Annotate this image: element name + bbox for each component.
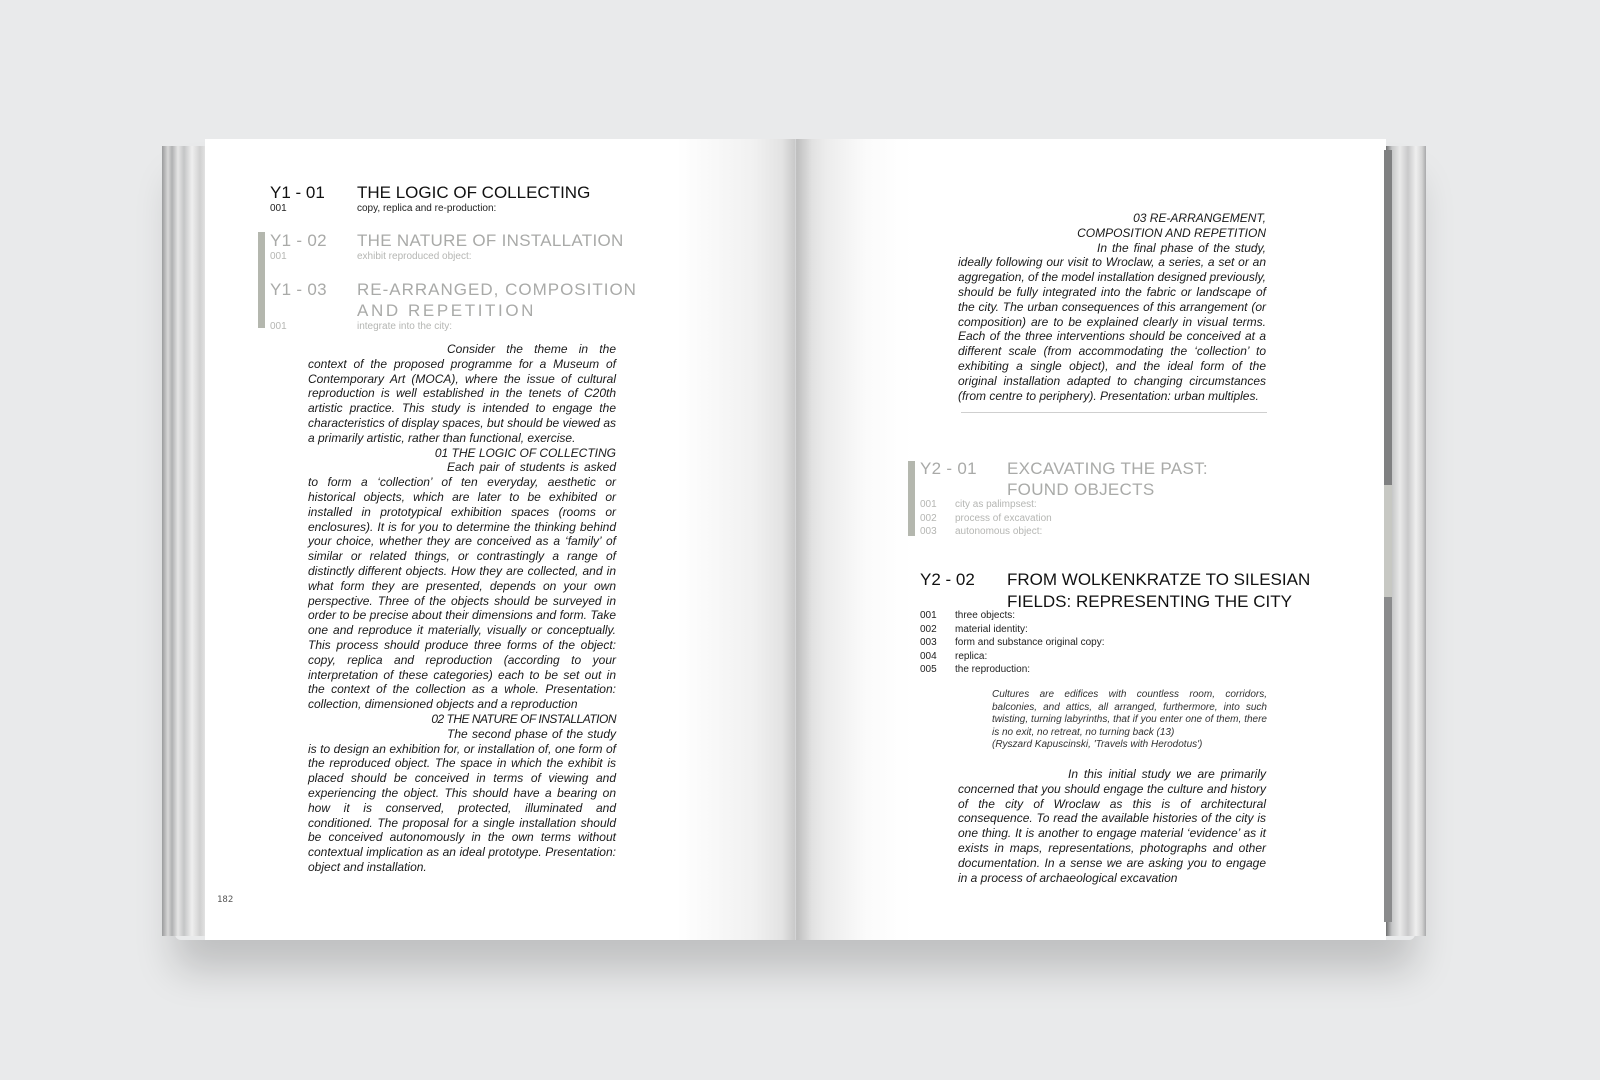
page-number: 182 — [217, 895, 234, 905]
item-text: city as palimpsest: — [955, 499, 1037, 510]
item-number: 001 — [270, 203, 287, 214]
section-code: Y1 - 02 — [270, 231, 327, 250]
item-number: 001 — [920, 610, 937, 621]
part2-heading: 02 THE NATURE OF INSTALLATION — [431, 711, 616, 726]
item-number: 001 — [270, 321, 287, 332]
item-text: copy, replica and re-production: — [357, 203, 497, 214]
section-title-line-1: FROM WOLKENKRATZE TO SILESIAN — [1007, 570, 1311, 589]
part3-heading-line-2: COMPOSITION AND REPETITION — [1077, 225, 1266, 240]
section-code: Y1 - 01 — [270, 183, 325, 202]
item-number: 005 — [920, 664, 937, 675]
part2-paragraph: The second phase of the study is to design an exhibition for, or installation of, one form of the reproduced object. The space in which the exhibit is placed should be conceived in terms of viewing and experiencing the object. This should have a bearing on how it is conserved, protected, illuminated and conditioned. The proposal for a single installation should be conceived autonomously in the own terms without contextual implication as an ideal prototype. Presentation: object and installation. — [308, 726, 616, 874]
item-text: replica: — [955, 651, 988, 662]
item-number: 002 — [920, 624, 937, 635]
part1-paragraph: Each pair of students is asked to form a ‘collection’ of ten everyday, aesthetic or historical objects, which are later to be exhibited or installed in prototypical exhibition spaces (rooms or enclosures). It is for you to determine the thinking behind your choice, whether they are conceived as a ‘family’ of similar or related things, or contrastingly a range of distinctly different objects. How they are collected, and in what form they are presented, depends on your own perspective. Three of the objects should be surveyed in order to be precise about their dimensions and form. Take one and reproduce it materially, visually or conceptually. This process should produce three forms of the object: copy, replica and reproduction (according to your interpretation of these categories) each to be set out in the context of the collection as a whole. Presentation: collection, dimensioned objects and a reproduction — [308, 460, 616, 712]
section-title: THE NATURE OF INSTALLATION — [357, 231, 624, 250]
left-body-text — [308, 342, 616, 875]
quote-source: (Ryszard Kapuscinski, 'Travels with Herodotus') — [992, 739, 1203, 750]
right-page — [796, 139, 1386, 940]
item-number: 004 — [920, 651, 937, 662]
item-number: 001 — [920, 499, 937, 510]
left-page-edges — [162, 146, 210, 936]
book-spine — [782, 139, 812, 940]
item-text: autonomous object: — [955, 526, 1043, 537]
section-title: THE LOGIC OF COLLECTING — [357, 183, 591, 202]
item-number: 003 — [920, 637, 937, 648]
section-title-line-1: EXCAVATING THE PAST: — [1007, 459, 1208, 478]
divider-rule — [961, 412, 1267, 413]
item-text: three objects: — [955, 610, 1016, 621]
quote-text: Cultures are edifices with countless room, corridors, balconies, and attics, all arranged, furthermore, into such twisting, turning labyrinths, that if you enter one of them, there is no exit, no retreat, no turning back (13) — [992, 689, 1267, 738]
part3-paragraph: In the final phase of the study, ideally following our visit to Wroclaw, a series, a set or an aggregation, of the model installation designed previously, should be fully integrated into the fabric or landscape of the city. The urban consequences of this arrangement (or composition) are to be explained clearly in visual terms. Each of the three interventions should be conceived at a different scale (from accommodating the ‘collection’ to exhibiting a single object), and the ideal form of the original installation adapted to changing circumstances (from centre to periphery). Presentation: urban multiples. — [958, 240, 1266, 403]
quote-block — [992, 689, 1267, 752]
item-number: 003 — [920, 526, 937, 537]
section-code: Y2 - 01 — [920, 459, 977, 478]
section-title-line-1: RE-ARRANGED, COMPOSITION — [357, 280, 637, 299]
section-title-line-2: FOUND OBJECTS — [1007, 480, 1155, 499]
item-number: 001 — [270, 251, 287, 262]
part3-heading-line-1: 03 RE-ARRANGEMENT, — [1133, 211, 1266, 225]
item-text: form and substance original copy: — [955, 637, 1105, 648]
item-text: exhibit reproduced object: — [357, 251, 472, 262]
page-edge-tab — [1384, 150, 1392, 485]
page-edge-tab — [1384, 485, 1392, 597]
item-text: integrate into the city: — [357, 321, 453, 332]
section-code: Y1 - 03 — [270, 280, 327, 299]
left-page — [205, 139, 795, 940]
item-text: material identity: — [955, 624, 1028, 635]
closing-paragraph: In this initial study we are primarily concerned that you should engage the culture and history of the city of Wroclaw as this is of architectural consequence. To read the available histories of the city is one thing. It is another to engage material ‘evidence’ as it exists in maps, representations, photographs and other documentation. In a sense we are asking you to engage in a process of archaeological excavation — [958, 767, 1266, 885]
section-title-line-2: AND REPETITION — [357, 301, 537, 320]
section-title-line-2: FIELDS: REPRESENTING THE CITY — [1007, 592, 1292, 611]
part3-block — [958, 211, 1266, 403]
page-edge-tab — [1384, 597, 1392, 922]
part1-heading: 01 THE LOGIC OF COLLECTING — [434, 445, 616, 460]
section-marker-bar — [908, 461, 915, 536]
item-text: the reproduction: — [955, 664, 1031, 675]
closing-block — [958, 767, 1266, 885]
section-code: Y2 - 02 — [920, 570, 975, 589]
item-number: 002 — [920, 513, 937, 524]
intro-paragraph: Consider the theme in the context of the proposed programme for a Museum of Contemporary Art (MOCA), where the issue of cultural reproduction is well established in the tenets of C20th artistic practice. This study is intended to engage the characteristics of display spaces, but should be viewed as a primarily artistic, rather than functional, exercise. — [308, 342, 616, 445]
item-text: process of excavation — [955, 513, 1052, 524]
section-marker-bar — [258, 232, 265, 328]
